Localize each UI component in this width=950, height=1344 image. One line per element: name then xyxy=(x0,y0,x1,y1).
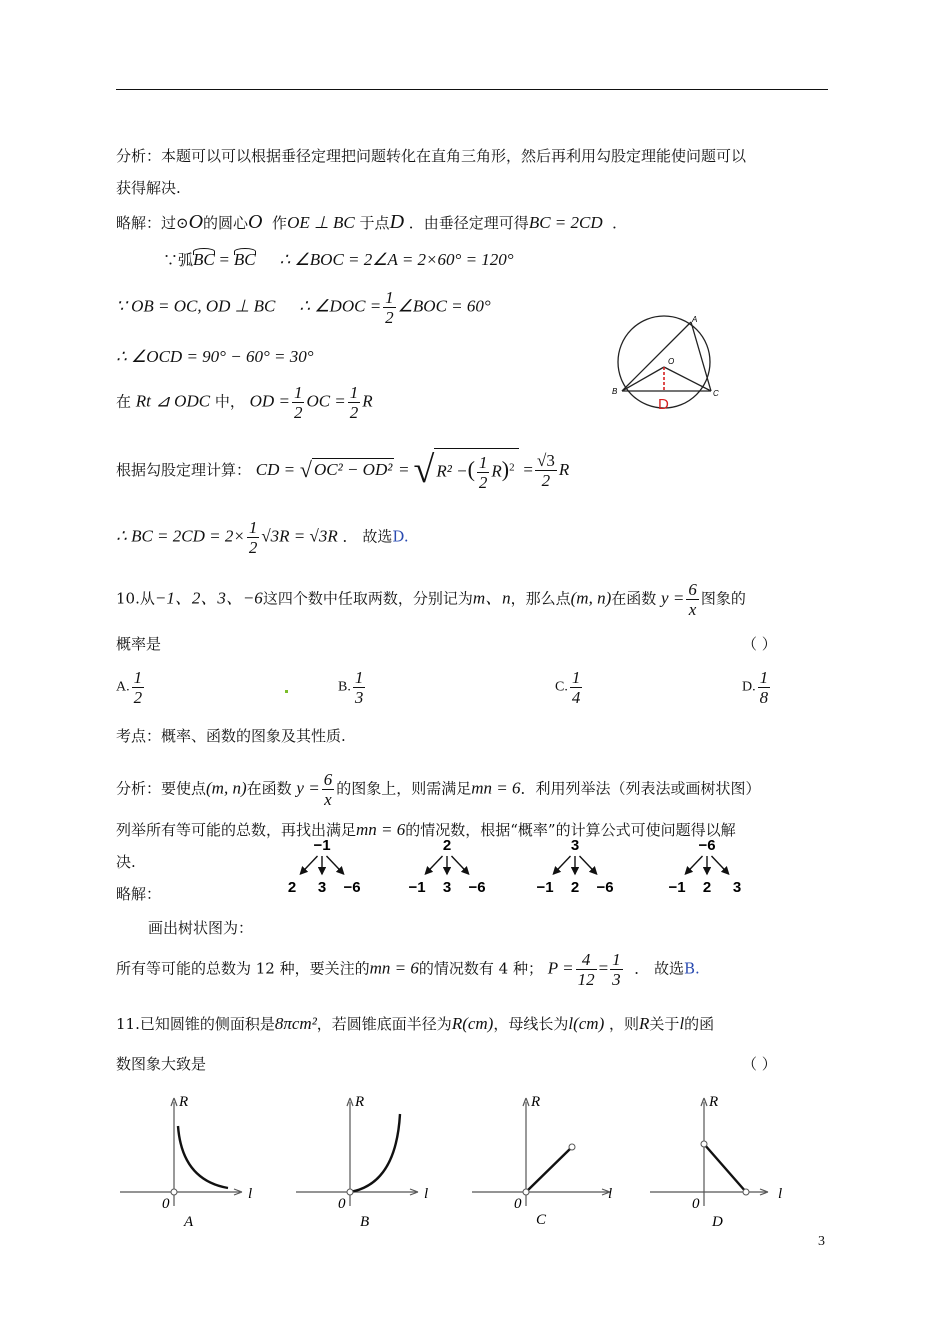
graph-c-label: C xyxy=(536,1212,547,1228)
tree-leaf: 3 xyxy=(317,879,327,896)
tree-leaf: −6 xyxy=(468,879,486,896)
graph-b-origin: 0 xyxy=(338,1196,346,1212)
question-11-line-1: 11.已知圆锥的侧面积是8πcm²，若圆锥底面半径为R(cm)，母线长为l(cm) ，则R关于l的函 xyxy=(116,1014,715,1033)
solution-line-3: ∵ OB = OC, OD ⊥ BC ∴ ∠DOC = $\frac{1}{2}$ ∠BOC = 60° xyxy=(116,288,491,327)
label-b: B xyxy=(612,387,618,396)
tree-diagram xyxy=(270,834,770,900)
solution-line-1: 略解：过⊙O的圆心O 作OE ⊥ BC 于点D ．由垂径定理可得BC = 2CD ． xyxy=(116,211,628,233)
option-b[interactable]: B. $\frac{1}{3}$ xyxy=(338,668,364,707)
graph-b[interactable] xyxy=(292,1094,442,1230)
tree-leaf: 2 xyxy=(287,879,297,896)
tree-arrow xyxy=(685,856,702,874)
tree-leaf: 2 xyxy=(570,879,580,896)
solution-line-4: ∴ ∠OCD = 90° − 60° = 30° xyxy=(116,347,314,366)
graph-d-origin: 0 xyxy=(692,1196,700,1212)
graph-c-x-label: l xyxy=(608,1186,613,1202)
label-c: C xyxy=(713,389,719,398)
tree-arrow xyxy=(300,856,317,874)
graph-b-y-label: R xyxy=(355,1094,365,1110)
header-rule xyxy=(116,89,828,90)
option-d[interactable]: D. $\frac{1}{8}$ xyxy=(742,668,769,707)
graph-c-origin: 0 xyxy=(514,1196,522,1212)
segment-oc xyxy=(664,367,711,391)
question-11-bracket: （ ） xyxy=(742,1055,777,1073)
graph-a-y-label: R xyxy=(179,1094,189,1110)
graph-d-x-label: l xyxy=(778,1186,783,1202)
tree-root: −6 xyxy=(698,837,716,854)
curve-b xyxy=(350,1114,400,1192)
solution-line-5: 在 Rt ⊿ ODC 中， OD = $\frac{1}{2}$ OC = $\frac{1}{2}$ R xyxy=(116,383,373,422)
circle-o xyxy=(618,316,710,408)
graph-d-label: D xyxy=(712,1214,723,1230)
result-line: 所有等可能的总数为 12 种，要关注的mn = 6的情况数有 4 种； P = $\frac{4}{12}$ = $\frac{1}{3}$ ． 故选B. xyxy=(116,950,700,989)
tree-leaf: −6 xyxy=(596,879,614,896)
solution-line-7: ∴ BC = 2CD = 2× $\frac{1}{2}$ √3R = √3R ． 故选D. xyxy=(116,518,409,557)
page-number: 3 xyxy=(818,1234,825,1249)
solution-line-2: ∵弧BC = BC ∴ ∠BOC = 2∠A = 2×60° = 120° xyxy=(163,250,514,269)
tree-root: 2 xyxy=(442,837,452,854)
segment-d xyxy=(704,1144,746,1192)
graph-a-label: A xyxy=(184,1214,194,1230)
green-dot-mark xyxy=(285,690,288,693)
circle-figure xyxy=(608,312,726,414)
tree-leaf: −1 xyxy=(536,879,554,896)
question-10-bracket: （ ） xyxy=(742,635,777,653)
solution-line-6: 根据勾股定理计算： CD = √ OC² − OD² = √ R² −( $\frac{1}{2}$ R)$^2$ = $\frac{√3}{2}$ R xyxy=(116,449,570,492)
graph-b-label: B xyxy=(360,1214,370,1230)
analysis-line-2: 获得解决. xyxy=(116,179,181,197)
analysis-line-1: 分析：本题可以可以根据垂径定理把问题转化在直角三角形，然后再利用勾股定理能使问题可以 xyxy=(116,147,747,165)
tree-arrow xyxy=(580,856,597,874)
tree-root: −1 xyxy=(313,837,331,854)
draw-tree-line: 画出树状图为： xyxy=(148,919,254,937)
tree-arrow xyxy=(327,856,344,874)
tree-leaf: 3 xyxy=(732,879,742,896)
label-d: D xyxy=(658,396,669,413)
tree-arrow xyxy=(452,856,469,874)
tree-leaf: −1 xyxy=(668,879,686,896)
curve-a xyxy=(178,1126,228,1188)
tree-arrow xyxy=(553,856,570,874)
graph-c-y-label: R xyxy=(531,1094,541,1110)
graph-a[interactable] xyxy=(116,1094,266,1230)
chord-ab xyxy=(622,322,691,391)
analysis-10-line-1: 分析：要使点(m, n)在函数 y = $\frac{6}{x}$ 的图象上，则需满足mn = 6．利用列举法（列表法或画树状图） xyxy=(116,770,761,809)
question-11-line-2: 数图象大致是 xyxy=(116,1055,207,1073)
graph-a-x-label: l xyxy=(248,1186,253,1202)
graph-d-y-label: R xyxy=(709,1094,719,1110)
tree-arrow xyxy=(712,856,729,874)
option-c[interactable]: C. $\frac{1}{4}$ xyxy=(555,668,581,707)
option-a[interactable]: A. $\frac{1}{2}$ xyxy=(116,668,143,707)
tree-leaf: 2 xyxy=(702,879,712,896)
question-10-line-1: 10.从−1、2、3、−6这四个数中任取两数，分别记为m、n，那么点(m, n)在函数 y = $\frac{6}{x}$ 图象的 xyxy=(116,580,746,619)
tree-leaf: −6 xyxy=(343,879,361,896)
tree-root: 3 xyxy=(570,837,580,854)
label-o: O xyxy=(668,357,675,366)
kaodian-line: 考点：概率、函数的图象及其性质. xyxy=(116,727,346,745)
segment-c xyxy=(526,1147,572,1192)
tree-leaf: 3 xyxy=(442,879,452,896)
graph-d[interactable] xyxy=(646,1094,796,1230)
lue-jie-label: 略解： xyxy=(116,885,162,903)
analysis-10-line-2: 列举所有等可能的总数，再找出满足mn = 6的情况数，根据“概率”的计算公式可使问题得以解 xyxy=(116,820,736,839)
chord-ac xyxy=(691,322,711,391)
graph-a-origin: 0 xyxy=(162,1196,170,1212)
graph-b-x-label: l xyxy=(424,1186,429,1202)
label-a: A xyxy=(692,315,698,324)
question-10-line-2: 概率是 xyxy=(116,635,162,653)
tree-arrow xyxy=(425,856,442,874)
graph-c[interactable] xyxy=(468,1094,618,1230)
tree-leaf: −1 xyxy=(408,879,426,896)
analysis-10-line-3: 决. xyxy=(116,853,136,871)
